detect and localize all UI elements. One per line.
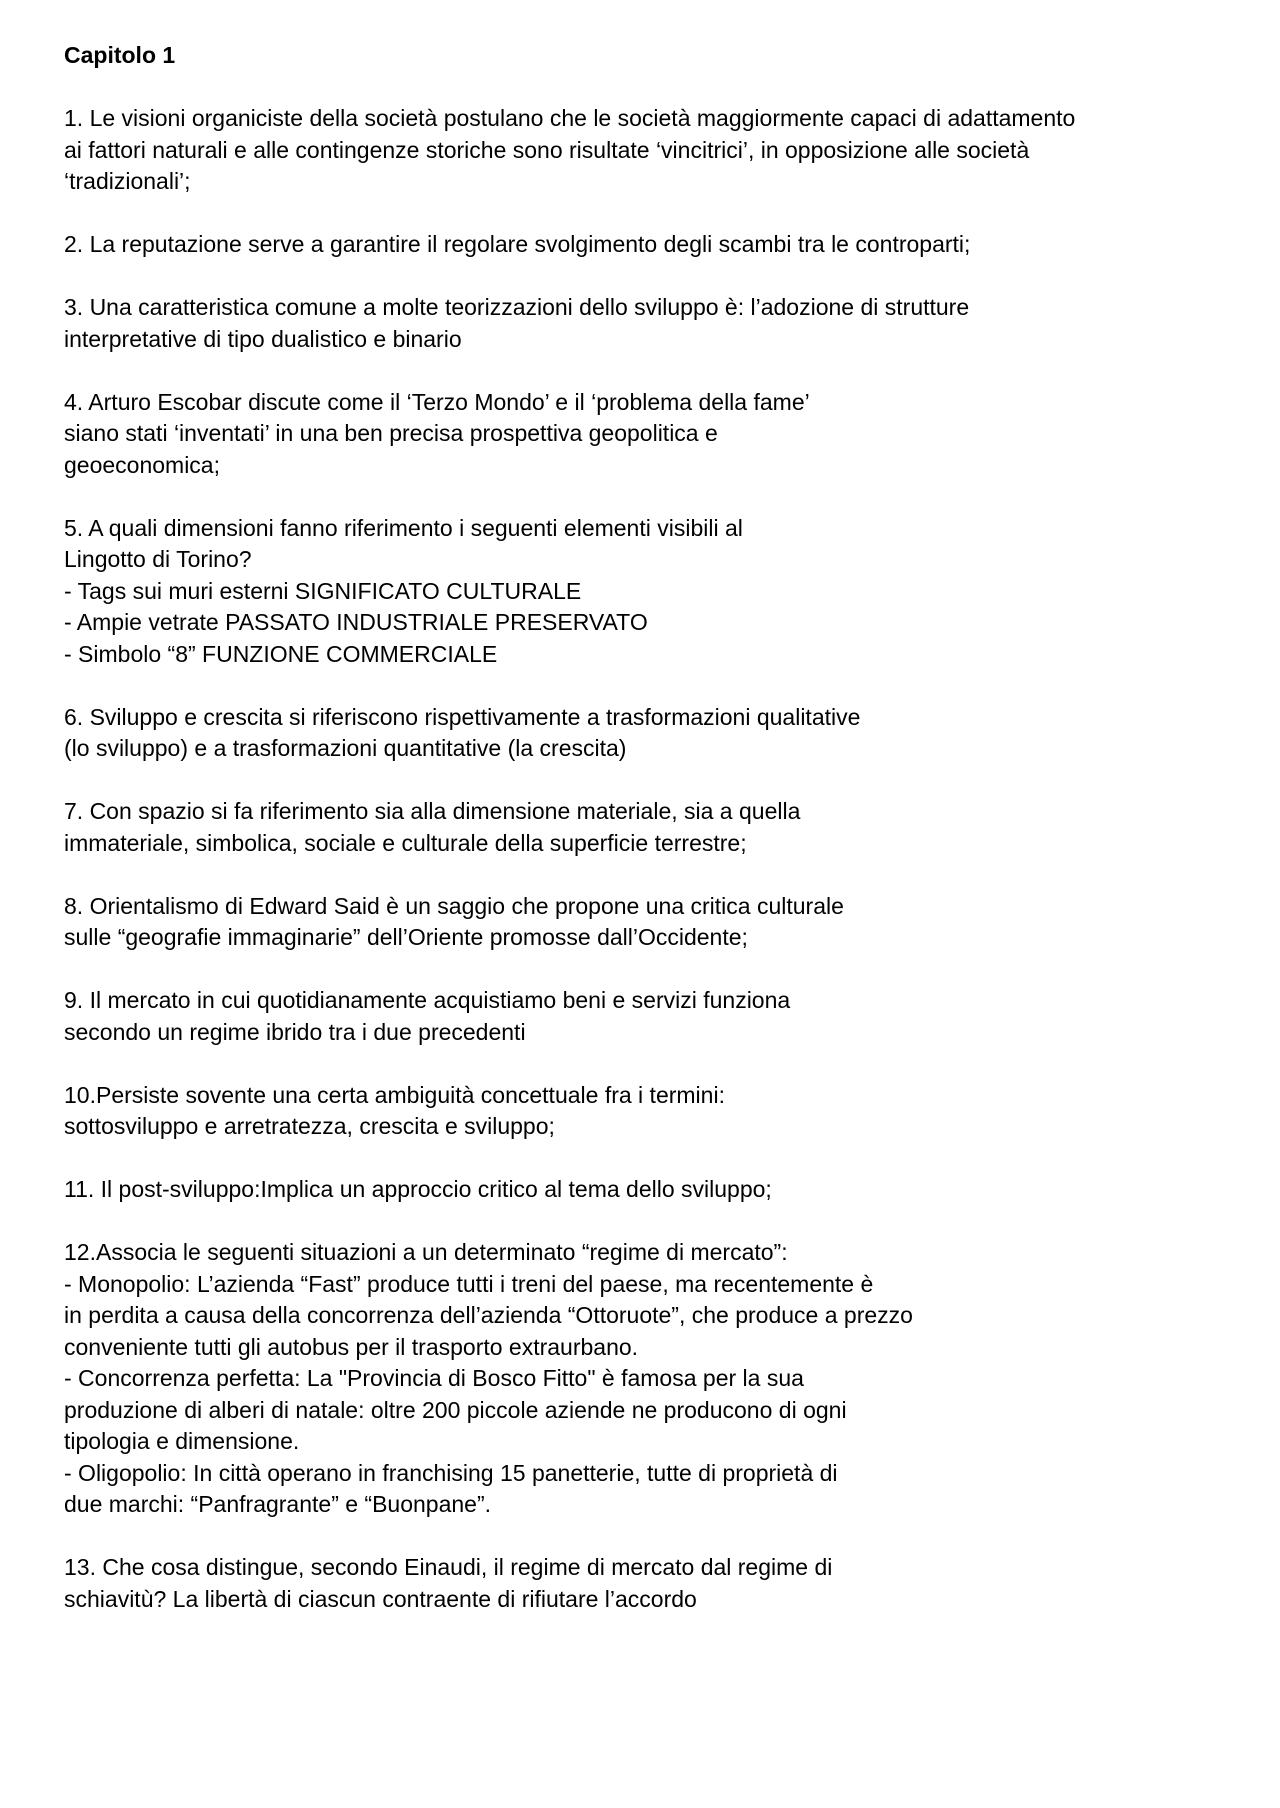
question-line: - Monopolio: L’azienda “Fast” produce tutti i treni del paese, ma recentemente è [64,1270,874,1297]
question-line: 1. Le visioni organiciste della società postulano che le società maggiormente capaci di adattamento [64,105,1076,131]
document-page [64,40,1204,1647]
question-line: 4. Arturo Escobar discute come il ‘Terzo Mondo’ e il ‘problema della fame’ [64,388,810,415]
question-line: sulle “geografie immaginarie” dell’Oriente promosse dall’Occidente; [64,924,748,950]
question-line: 7. Con spazio si fa riferimento sia alla dimensione materiale, sia a quella [64,798,801,824]
question-line: 11. Il post-sviluppo:Implica un approccio critico al tema dello sviluppo; [64,1176,772,1202]
question-item [64,513,1204,671]
question-item [64,796,1204,859]
question-item [64,229,1204,261]
question-line: schiavitù? La libertà di ciascun contraente di rifiutare l’accordo [64,1585,697,1612]
question-line: 8. Orientalismo di Edward Said è un saggio che propone una critica culturale [64,892,844,919]
question-line: secondo un regime ibrido tra i due precedenti [64,1018,526,1045]
question-line: 9. Il mercato in cui quotidianamente acquistiamo beni e servizi funziona [64,987,791,1013]
question-line: 5. A quali dimensioni fanno riferimento i seguenti elementi visibili al [64,514,743,541]
question-line: siano stati ‘inventati’ in una ben precisa prospettiva geopolitica e [64,420,718,446]
question-line: produzione di alberi di natale: oltre 200 piccole aziende ne producono di ogni [64,1396,847,1423]
question-line: due marchi: “Panfragrante” e “Buonpane”. [64,1491,492,1517]
question-line: tipologia e dimensione. [64,1428,300,1454]
question-list [64,103,1204,1615]
question-item [64,891,1204,954]
question-item [64,1552,1204,1615]
question-line: geoeconomica; [64,451,220,478]
question-item [64,702,1204,765]
question-line: immateriale, simbolica, sociale e culturale della superficie terrestre; [64,829,747,856]
question-line: in perdita a causa della concorrenza dell’azienda “Ottoruote”, che produce a prezzo [64,1302,913,1328]
question-line: 6. Sviluppo e crescita si riferiscono rispettivamente a trasformazioni qualitative [64,703,861,730]
question-item [64,292,1204,355]
question-line: ‘tradizionali’; [64,168,191,194]
question-line: 3. Una caratteristica comune a molte teorizzazioni dello sviluppo è: l’adozione di strutture [64,294,970,320]
question-line: - Tags sui muri esterni SIGNIFICATO CULTURALE [64,577,582,604]
question-item [64,985,1204,1048]
question-line: 13. Che cosa distingue, secondo Einaudi, il regime di mercato dal regime di [64,1554,833,1580]
question-line: 12.Associa le seguenti situazioni a un determinato “regime di mercato”: [64,1239,788,1265]
question-item [64,387,1204,482]
chapter-title: Capitolo 1 [64,42,176,68]
question-line: - Concorrenza perfetta: La "Provincia di Bosco Fitto" è famosa per la sua [64,1365,804,1391]
question-line: - Oligopolio: In città operano in franchising 15 panetterie, tutte di proprietà di [64,1459,838,1486]
question-line: 2. La reputazione serve a garantire il regolare svolgimento degli scambi tra le controparti; [64,231,971,257]
question-line: (lo sviluppo) e a trasformazioni quantitative (la crescita) [64,735,627,761]
question-line: conveniente tutti gli autobus per il trasporto extraurbano. [64,1333,639,1360]
question-line: interpretative di tipo dualistico e binario [64,325,462,352]
question-line: - Simbolo “8” FUNZIONE COMMERCIALE [64,640,498,667]
question-line: sottosviluppo e arretratezza, crescita e sviluppo; [64,1113,555,1139]
question-item [64,1080,1204,1143]
question-line: Lingotto di Torino? [64,546,252,572]
question-line: 10.Persiste sovente una certa ambiguità concettuale fra i termini: [64,1081,725,1108]
question-item [64,1237,1204,1521]
question-item [64,103,1204,198]
question-line: - Ampie vetrate PASSATO INDUSTRIALE PRESERVATO [64,609,648,635]
question-item [64,1174,1204,1206]
question-line: ai fattori naturali e alle contingenze storiche sono risultate ‘vincitrici’, in opposizione alle società [64,136,1030,163]
